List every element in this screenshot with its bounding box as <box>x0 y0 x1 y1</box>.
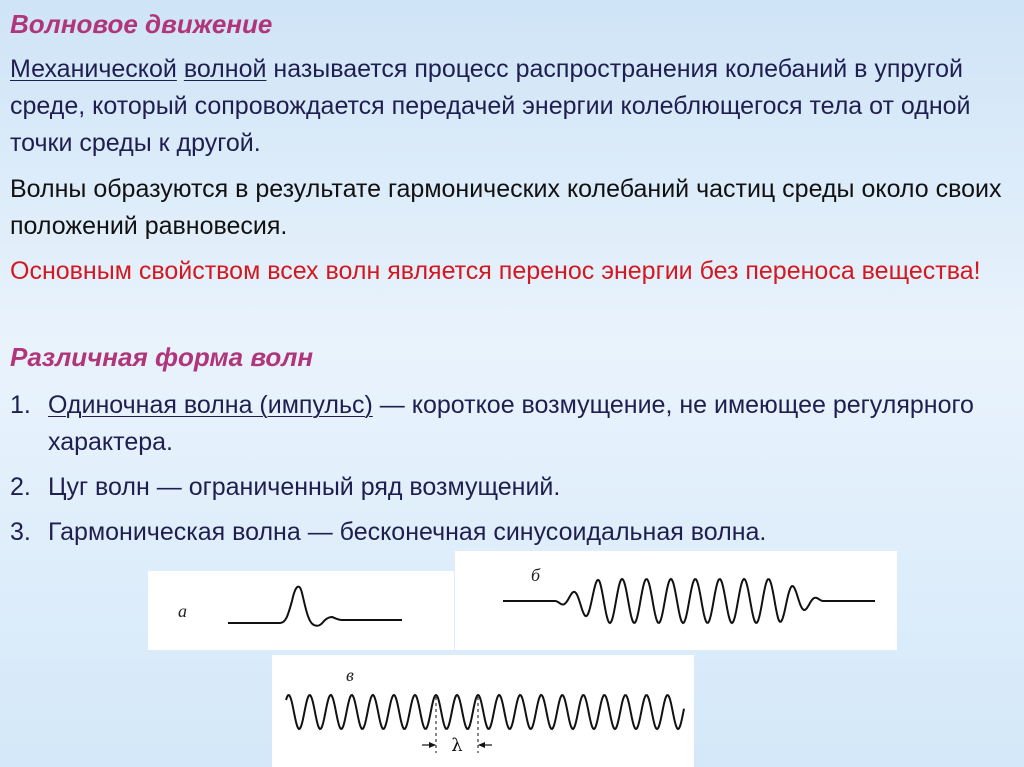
wavelength-arrowhead-left <box>429 742 436 748</box>
list-number: 1. <box>10 391 31 419</box>
list-item <box>10 387 1010 461</box>
figure-b-label: б <box>531 565 541 585</box>
list-number: 2. <box>10 473 31 501</box>
term-wave: волной <box>183 55 267 83</box>
wavelength-symbol: λ <box>451 735 463 756</box>
definition-paragraph <box>10 51 1010 162</box>
list-item <box>10 514 1010 551</box>
figure-c-harmonic-wave <box>272 655 694 767</box>
term-mechanical: Механической <box>10 55 177 83</box>
formation-paragraph: Волны образуются в результате гармонических колебаний частиц среды около своих положений равновесия. <box>10 175 1002 240</box>
list-number: 3. <box>10 518 31 546</box>
wave-forms-list <box>10 387 1010 559</box>
list-item-text: — короткое возмущение, не имеющее регулярного характера. <box>48 391 974 456</box>
list-item-text: Гармоническая волна — бесконечная синусоидальная волна. <box>48 518 767 546</box>
wave-train-curve <box>503 579 875 623</box>
main-property-paragraph: Основным свойством всех волн является перенос энергии без переноса вещества! <box>10 257 981 285</box>
figure-a-label: а <box>178 601 187 621</box>
harmonic-wave-drawing <box>272 655 694 767</box>
figure-c-label: в <box>346 665 354 685</box>
section-title-wave-forms: Различная форма волн <box>10 342 314 372</box>
list-item-text: Цуг волн — ограниченный ряд возмущений. <box>48 473 561 501</box>
figure-b-wave-train <box>455 551 897 650</box>
pulse-drawing <box>148 571 454 650</box>
section-title-wave-motion: Волновое движение <box>10 9 273 39</box>
wave-train-drawing <box>455 551 897 650</box>
list-item <box>10 469 1010 506</box>
wavelength-arrowhead-right <box>478 742 485 748</box>
figure-a-single-pulse <box>148 571 454 650</box>
space <box>177 55 184 83</box>
definition-rest: называется процесс распространения колебаний в упругой среде, который сопровождается передачей энергии колеблющегося тела от одной точки среды к другой. <box>10 55 971 157</box>
harmonic-wave-curve <box>286 695 684 729</box>
term-single-wave: Одиночная волна (импульс) <box>48 391 373 419</box>
pulse-curve <box>228 587 402 626</box>
